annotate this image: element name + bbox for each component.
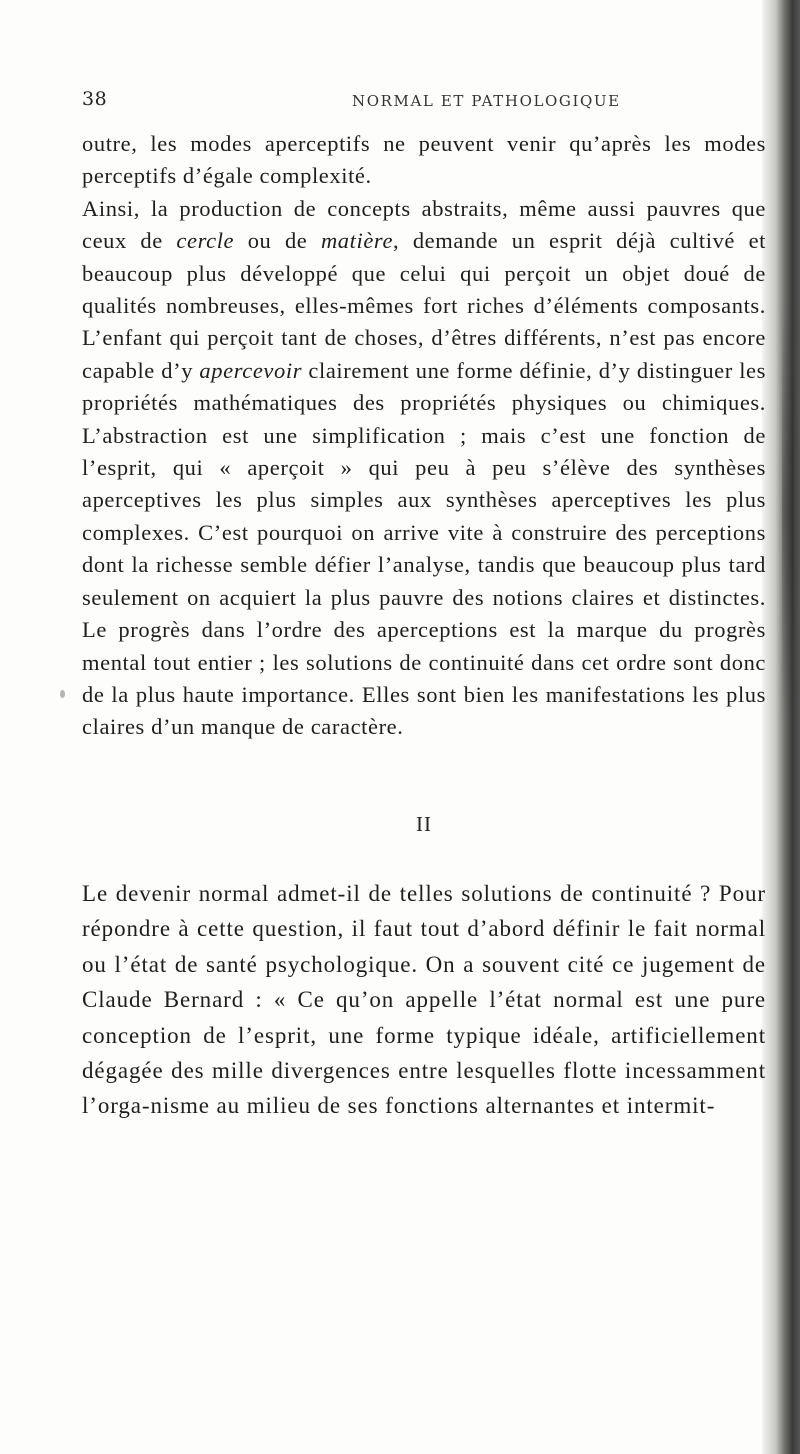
paragraph: Le devenir normal admet-il de telles solutions de continuité ? Pour répondre à cette question, il faut tout d’abord définir le fait normal ou l’état de santé psychologique. On a souvent cité ce jugement de Claude Bernard : « Ce qu’on appelle l’état normal est une pure conception de l’esprit, une forme typique idéale, artificiellement dégagée des mille divergences entre lesquelles flotte incessamment l’orga-nisme au milieu de ses fonctions alternantes et intermit- bbox=[82, 881, 766, 1119]
page-header bbox=[82, 88, 762, 118]
text-segment: ou de bbox=[234, 228, 321, 254]
text-segment: clairement une forme définie, d’y distinguer les propriétés mathématiques des propriétés physiques ou chimiques. L’abstraction est une simplification ; mais c’est une fonction de l’esprit, qui « aperçoit » qui peu à peu s’élève des synthèses aperceptives les plus simples aux synthèses aperceptives les plus complexes. C’est pourquoi on arrive vite à construire des perceptions dont la richesse semble défier l’analyse, tandis que beaucoup plus tard seulement on acquiert la plus pauvre des notions claires et distinctes. Le progrès dans l’ordre des aperceptions est la marque du progrès mental tout entier ; les solutions de continuité dans cet ordre sont donc de la plus haute importance. Elles sont bien les manifestations les plus claires d’un manque de caractère. bbox=[82, 357, 767, 740]
body-text-part1 bbox=[82, 128, 766, 744]
italic-term: apercevoir bbox=[199, 357, 303, 383]
section-number: II bbox=[416, 812, 432, 836]
paper-speck bbox=[60, 690, 65, 698]
italic-term: cercle bbox=[176, 228, 235, 254]
paragraph bbox=[82, 193, 766, 744]
body-text-part2 bbox=[82, 876, 766, 1124]
text-segment: , demande un esprit déjà cultivé et beaucoup plus développé que celui qui perçoit un objet doué de qualités nombreuses, elles-mêmes fort riches d’éléments composants. L’enfant qui perçoit tant de choses, d’êtres différents, n’est pas encore capable d’y bbox=[82, 228, 767, 383]
italic-term: matière bbox=[320, 228, 394, 254]
running-head: NORMAL ET PATHOLOGIQUE bbox=[352, 92, 621, 110]
page-number: 38 bbox=[82, 88, 108, 110]
edge-stain bbox=[782, 300, 794, 720]
text-segment: Ainsi, la production de concepts abstraits, même aussi pauvres que ceux de bbox=[82, 195, 766, 254]
text-segment: outre, les modes aperceptifs ne peuvent venir qu’après les modes perceptifs d’égale complexité. bbox=[82, 131, 766, 189]
binding-edge bbox=[762, 0, 800, 1454]
paragraph bbox=[82, 128, 766, 193]
